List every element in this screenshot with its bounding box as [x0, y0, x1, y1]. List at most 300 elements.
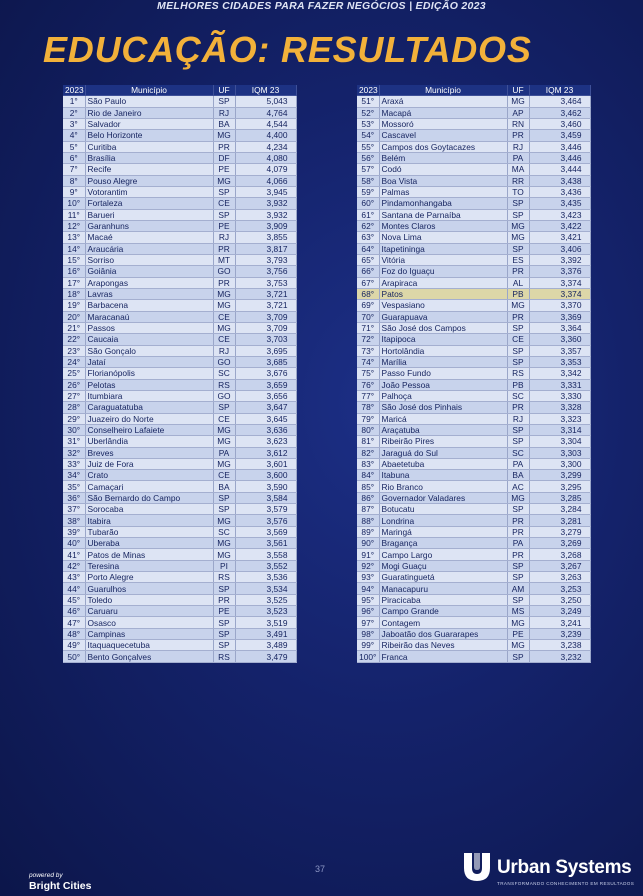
uf-cell: PB [507, 288, 529, 299]
city-cell: Pindamonhangaba [379, 198, 507, 209]
city-cell: Porto Alegre [85, 572, 213, 583]
rank-cell: 3° [63, 118, 85, 129]
uf-cell: MG [213, 322, 235, 333]
table-row [357, 300, 590, 311]
table-row [63, 470, 296, 481]
table-row [357, 447, 590, 458]
city-cell: Araçatuba [379, 424, 507, 435]
page-title: EDUCAÇÃO: RESULTADOS [43, 29, 532, 70]
table-row [63, 107, 296, 118]
uf-cell: RS [507, 368, 529, 379]
iqm-cell: 3,645 [235, 413, 296, 424]
table-row [63, 277, 296, 288]
table-row [357, 118, 590, 129]
rank-cell: 36° [63, 492, 85, 503]
table-row [357, 492, 590, 503]
uf-cell: PB [507, 379, 529, 390]
city-cell: Pelotas [85, 379, 213, 390]
city-cell: Passos [85, 322, 213, 333]
city-cell: Abaetetuba [379, 458, 507, 469]
rank-cell: 66° [357, 266, 379, 277]
uf-cell: AL [507, 277, 529, 288]
rank-cell: 34° [63, 470, 85, 481]
uf-cell: SC [213, 526, 235, 537]
iqm-cell: 3,656 [235, 390, 296, 401]
table-row [63, 606, 296, 617]
iqm-cell: 3,601 [235, 458, 296, 469]
uf-cell: AM [507, 583, 529, 594]
iqm-cell: 3,576 [235, 515, 296, 526]
rank-cell: 99° [357, 640, 379, 651]
table-row [357, 96, 590, 107]
city-cell: Ribeirão Pires [379, 436, 507, 447]
table-row [63, 458, 296, 469]
iqm-cell: 3,269 [529, 538, 590, 549]
rank-cell: 52° [357, 107, 379, 118]
uf-cell: RN [507, 118, 529, 129]
rank-cell: 41° [63, 549, 85, 560]
city-cell: São Paulo [85, 96, 213, 107]
table-row [63, 243, 296, 254]
iqm-cell: 3,328 [529, 402, 590, 413]
table-row [357, 606, 590, 617]
rank-cell: 40° [63, 538, 85, 549]
table-row [357, 311, 590, 322]
uf-cell: SP [507, 572, 529, 583]
table-row [63, 232, 296, 243]
iqm-cell: 3,374 [529, 277, 590, 288]
uf-cell: SP [213, 209, 235, 220]
uf-cell: GO [213, 356, 235, 367]
rank-cell: 17° [63, 277, 85, 288]
table-row [63, 254, 296, 265]
uf-cell: SC [507, 390, 529, 401]
city-cell: Barbacena [85, 300, 213, 311]
iqm-cell: 3,300 [529, 458, 590, 469]
table-row [357, 220, 590, 231]
iqm-cell: 3,435 [529, 198, 590, 209]
rank-cell: 85° [357, 481, 379, 492]
uf-cell: BA [213, 118, 235, 129]
uf-cell: PR [213, 277, 235, 288]
uf-cell: SP [213, 583, 235, 594]
table-row [63, 164, 296, 175]
iqm-cell: 3,464 [529, 96, 590, 107]
city-cell: Maricá [379, 413, 507, 424]
iqm-cell: 3,331 [529, 379, 590, 390]
city-cell: Itabuna [379, 470, 507, 481]
uf-cell: AP [507, 107, 529, 118]
table-header-row [357, 85, 590, 96]
uf-cell: MG [507, 232, 529, 243]
iqm-cell: 3,239 [529, 628, 590, 639]
rank-cell: 32° [63, 447, 85, 458]
rank-cell: 50° [63, 651, 85, 662]
rank-cell: 11° [63, 209, 85, 220]
city-cell: Guaratinguetá [379, 572, 507, 583]
table-row [357, 254, 590, 265]
urban-systems-logo: Urban Systems [497, 857, 632, 878]
city-cell: Franca [379, 651, 507, 662]
uf-cell: SP [507, 504, 529, 515]
city-cell: Belo Horizonte [85, 130, 213, 141]
column-header-iqm: IQM 23 [235, 85, 296, 96]
iqm-cell: 3,323 [529, 413, 590, 424]
iqm-cell: 3,552 [235, 560, 296, 571]
rank-cell: 37° [63, 504, 85, 515]
uf-cell: CE [213, 413, 235, 424]
rank-cell: 42° [63, 560, 85, 571]
table-row [357, 379, 590, 390]
city-cell: Caucaia [85, 334, 213, 345]
rank-cell: 12° [63, 220, 85, 231]
table-row [63, 300, 296, 311]
iqm-cell: 3,446 [529, 141, 590, 152]
city-cell: São Gonçalo [85, 345, 213, 356]
uf-cell: RJ [507, 141, 529, 152]
table-row [63, 617, 296, 628]
city-cell: Votorantim [85, 186, 213, 197]
urban-systems-u-icon [462, 850, 492, 882]
iqm-cell: 3,523 [235, 606, 296, 617]
city-cell: Garanhuns [85, 220, 213, 231]
city-cell: Campinas [85, 628, 213, 639]
iqm-cell: 3,446 [529, 152, 590, 163]
iqm-cell: 3,612 [235, 447, 296, 458]
uf-cell: SP [507, 209, 529, 220]
table-row [63, 583, 296, 594]
city-cell: Arapiraca [379, 277, 507, 288]
rank-cell: 73° [357, 345, 379, 356]
table-row [63, 322, 296, 333]
rank-cell: 60° [357, 198, 379, 209]
table-row [357, 266, 590, 277]
city-cell: Itabira [85, 515, 213, 526]
uf-cell: CE [213, 334, 235, 345]
rank-cell: 5° [63, 141, 85, 152]
rank-cell: 21° [63, 322, 85, 333]
uf-cell: DF [213, 152, 235, 163]
city-cell: Santana de Parnaíba [379, 209, 507, 220]
iqm-cell: 3,423 [529, 209, 590, 220]
uf-cell: RS [213, 572, 235, 583]
table-row [63, 504, 296, 515]
table-row [357, 198, 590, 209]
uf-cell: PR [507, 311, 529, 322]
rank-cell: 19° [63, 300, 85, 311]
city-cell: Mossoró [379, 118, 507, 129]
table-row [63, 436, 296, 447]
iqm-cell: 3,647 [235, 402, 296, 413]
rank-cell: 24° [63, 356, 85, 367]
city-cell: Jaboatão dos Guararapes [379, 628, 507, 639]
iqm-cell: 3,392 [529, 254, 590, 265]
iqm-cell: 3,263 [529, 572, 590, 583]
uf-cell: PA [213, 447, 235, 458]
city-cell: Guarulhos [85, 583, 213, 594]
iqm-cell: 5,043 [235, 96, 296, 107]
city-cell: Cascavel [379, 130, 507, 141]
table-row [357, 334, 590, 345]
iqm-cell: 3,659 [235, 379, 296, 390]
city-cell: Osasco [85, 617, 213, 628]
table-row [63, 220, 296, 231]
table-row [357, 164, 590, 175]
iqm-cell: 3,357 [529, 345, 590, 356]
table-row [63, 572, 296, 583]
table-row [63, 118, 296, 129]
city-cell: Maracanaú [85, 311, 213, 322]
table-row [63, 266, 296, 277]
iqm-cell: 3,267 [529, 560, 590, 571]
iqm-cell: 3,855 [235, 232, 296, 243]
table-row [63, 651, 296, 662]
city-cell: Palhoça [379, 390, 507, 401]
uf-cell: GO [213, 266, 235, 277]
rank-cell: 78° [357, 402, 379, 413]
rank-cell: 55° [357, 141, 379, 152]
uf-cell: PA [507, 538, 529, 549]
city-cell: Patos [379, 288, 507, 299]
rank-cell: 46° [63, 606, 85, 617]
table-row [63, 368, 296, 379]
iqm-cell: 3,284 [529, 504, 590, 515]
rank-cell: 83° [357, 458, 379, 469]
rank-cell: 13° [63, 232, 85, 243]
iqm-cell: 3,303 [529, 447, 590, 458]
table-row [63, 515, 296, 526]
rank-cell: 58° [357, 175, 379, 186]
rank-cell: 70° [357, 311, 379, 322]
city-cell: Uberaba [85, 538, 213, 549]
table-row [63, 130, 296, 141]
table-row [63, 481, 296, 492]
rank-cell: 68° [357, 288, 379, 299]
iqm-cell: 3,519 [235, 617, 296, 628]
city-cell: Arapongas [85, 277, 213, 288]
city-cell: Brasília [85, 152, 213, 163]
table-row [357, 470, 590, 481]
city-cell: Jaraguá do Sul [379, 447, 507, 458]
uf-cell: GO [213, 390, 235, 401]
city-cell: Sorriso [85, 254, 213, 265]
uf-cell: SC [213, 368, 235, 379]
city-cell: Sorocaba [85, 504, 213, 515]
city-cell: Salvador [85, 118, 213, 129]
rank-cell: 89° [357, 526, 379, 537]
city-cell: Itumbiara [85, 390, 213, 401]
uf-cell: MG [507, 492, 529, 503]
city-cell: Caruaru [85, 606, 213, 617]
iqm-cell: 3,376 [529, 266, 590, 277]
rank-cell: 54° [357, 130, 379, 141]
uf-cell: PE [213, 220, 235, 231]
city-cell: São José dos Pinhais [379, 402, 507, 413]
table-row [63, 175, 296, 186]
iqm-cell: 4,764 [235, 107, 296, 118]
ranking-table-right [357, 85, 591, 663]
iqm-cell: 3,330 [529, 390, 590, 401]
table-row [357, 130, 590, 141]
rank-cell: 33° [63, 458, 85, 469]
uf-cell: PR [507, 549, 529, 560]
uf-cell: PR [507, 515, 529, 526]
uf-cell: MG [213, 130, 235, 141]
uf-cell: PE [213, 606, 235, 617]
rank-cell: 91° [357, 549, 379, 560]
city-cell: Rio de Janeiro [85, 107, 213, 118]
city-cell: Vitória [379, 254, 507, 265]
column-header-iqm: IQM 23 [529, 85, 590, 96]
rank-cell: 47° [63, 617, 85, 628]
uf-cell: SP [507, 594, 529, 605]
rank-cell: 6° [63, 152, 85, 163]
city-cell: Belém [379, 152, 507, 163]
rank-cell: 25° [63, 368, 85, 379]
rank-cell: 71° [357, 322, 379, 333]
column-header-city: Município [379, 85, 507, 96]
uf-cell: SP [213, 186, 235, 197]
uf-cell: SP [507, 651, 529, 662]
rank-cell: 35° [63, 481, 85, 492]
uf-cell: RJ [213, 232, 235, 243]
bright-cities-logo: Bright Cities [29, 880, 92, 892]
table-row [63, 549, 296, 560]
table-row [357, 356, 590, 367]
city-cell: Foz do Iguaçu [379, 266, 507, 277]
uf-cell: MG [213, 549, 235, 560]
iqm-cell: 4,079 [235, 164, 296, 175]
rank-cell: 49° [63, 640, 85, 651]
rank-cell: 64° [357, 243, 379, 254]
rank-cell: 28° [63, 402, 85, 413]
iqm-cell: 3,360 [529, 334, 590, 345]
table-row [357, 322, 590, 333]
uf-cell: SP [507, 243, 529, 254]
table-row [63, 413, 296, 424]
rank-cell: 86° [357, 492, 379, 503]
uf-cell: SP [213, 640, 235, 651]
city-cell: Manacapuru [379, 583, 507, 594]
table-row [357, 175, 590, 186]
iqm-cell: 3,268 [529, 549, 590, 560]
uf-cell: SP [507, 198, 529, 209]
rank-cell: 27° [63, 390, 85, 401]
city-cell: João Pessoa [379, 379, 507, 390]
table-row [357, 424, 590, 435]
table-row [357, 186, 590, 197]
uf-cell: SP [213, 504, 235, 515]
city-cell: Maringá [379, 526, 507, 537]
table-row [357, 368, 590, 379]
iqm-cell: 3,709 [235, 322, 296, 333]
rank-cell: 69° [357, 300, 379, 311]
table-row [63, 198, 296, 209]
uf-cell: MG [507, 96, 529, 107]
city-cell: Goiânia [85, 266, 213, 277]
rank-cell: 61° [357, 209, 379, 220]
iqm-cell: 3,932 [235, 198, 296, 209]
rank-cell: 44° [63, 583, 85, 594]
uf-cell: RJ [507, 413, 529, 424]
rank-cell: 23° [63, 345, 85, 356]
table-row [357, 481, 590, 492]
rank-cell: 100° [357, 651, 379, 662]
city-cell: Itaquaquecetuba [85, 640, 213, 651]
table-row [63, 447, 296, 458]
table-row [63, 356, 296, 367]
iqm-cell: 3,374 [529, 288, 590, 299]
iqm-cell: 3,793 [235, 254, 296, 265]
publication-title: MELHORES CIDADES PARA FAZER NEGÓCIOS | EDIÇÃO 2023 [157, 0, 486, 12]
iqm-cell: 3,342 [529, 368, 590, 379]
uf-cell: MG [507, 617, 529, 628]
iqm-cell: 3,369 [529, 311, 590, 322]
rank-cell: 2° [63, 107, 85, 118]
rank-cell: 96° [357, 606, 379, 617]
iqm-cell: 3,370 [529, 300, 590, 311]
uf-cell: CE [213, 311, 235, 322]
rank-cell: 14° [63, 243, 85, 254]
iqm-cell: 3,703 [235, 334, 296, 345]
iqm-cell: 3,422 [529, 220, 590, 231]
rank-cell: 26° [63, 379, 85, 390]
uf-cell: PA [507, 458, 529, 469]
uf-cell: MT [213, 254, 235, 265]
rank-cell: 82° [357, 447, 379, 458]
city-cell: Fortaleza [85, 198, 213, 209]
rank-cell: 59° [357, 186, 379, 197]
table-row [357, 107, 590, 118]
city-cell: Araucária [85, 243, 213, 254]
table-row [63, 628, 296, 639]
city-cell: Bento Gonçalves [85, 651, 213, 662]
uf-cell: PR [213, 243, 235, 254]
column-header-year: 2023 [65, 85, 84, 96]
rank-cell: 88° [357, 515, 379, 526]
rank-cell: 94° [357, 583, 379, 594]
uf-cell: CE [507, 334, 529, 345]
uf-cell: AC [507, 481, 529, 492]
city-cell: Montes Claros [379, 220, 507, 231]
city-cell: Palmas [379, 186, 507, 197]
table-row [357, 594, 590, 605]
city-cell: Itapetininga [379, 243, 507, 254]
uf-cell: SP [507, 436, 529, 447]
city-cell: Conselheiro Lafaiete [85, 424, 213, 435]
city-cell: Teresina [85, 560, 213, 571]
rank-cell: 95° [357, 594, 379, 605]
city-cell: Araxá [379, 96, 507, 107]
column-header-uf: UF [507, 85, 529, 96]
rank-cell: 72° [357, 334, 379, 345]
city-cell: Uberlândia [85, 436, 213, 447]
rank-cell: 79° [357, 413, 379, 424]
table-row [357, 458, 590, 469]
table-row [357, 628, 590, 639]
table-row [357, 277, 590, 288]
iqm-cell: 3,753 [235, 277, 296, 288]
rank-cell: 43° [63, 572, 85, 583]
city-cell: Rio Branco [379, 481, 507, 492]
uf-cell: MG [507, 300, 529, 311]
rank-cell: 77° [357, 390, 379, 401]
iqm-cell: 3,584 [235, 492, 296, 503]
iqm-cell: 3,676 [235, 368, 296, 379]
iqm-cell: 3,436 [529, 186, 590, 197]
rank-cell: 16° [63, 266, 85, 277]
iqm-cell: 3,932 [235, 209, 296, 220]
